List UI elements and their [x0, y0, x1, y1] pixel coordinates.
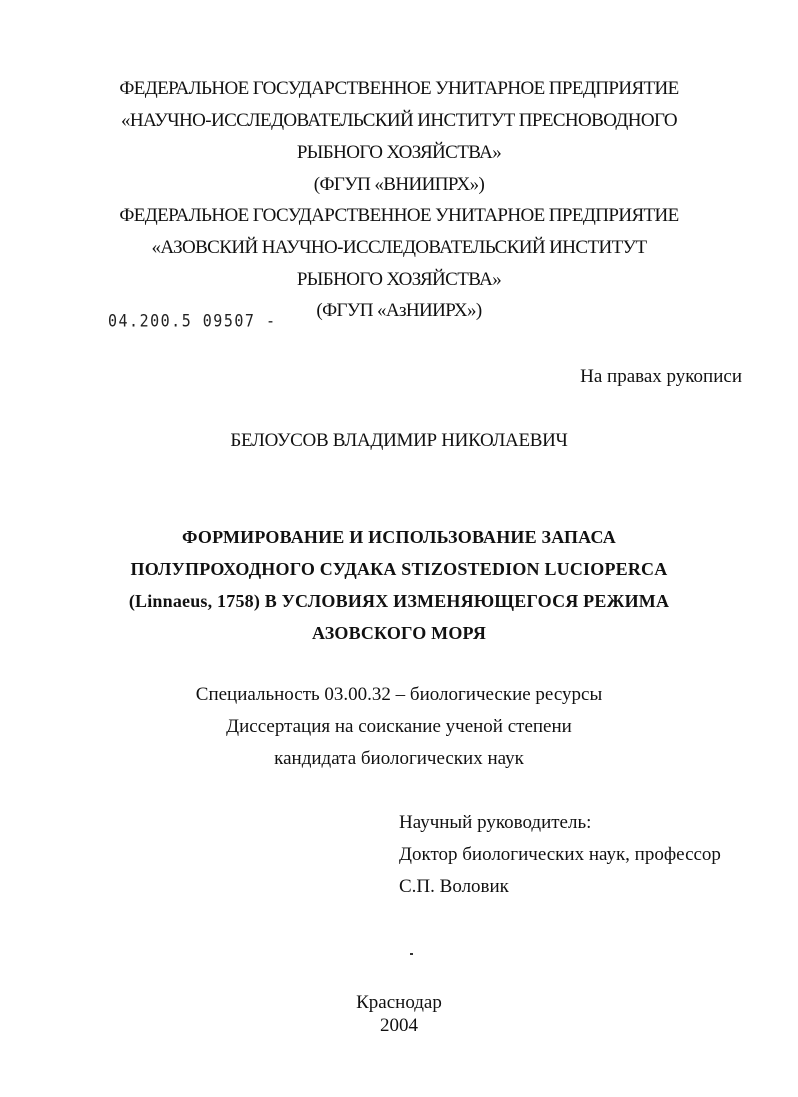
title-line4: АЗОВСКОГО МОРЯ	[311, 623, 487, 643]
org1-abbr: (ФГУП «ВНИИПРХ»)	[313, 174, 485, 195]
org1-line2: «НАУЧНО-ИССЛЕДОВАТЕЛЬСКИЙ ИНСТИТУТ ПРЕСНОВОДНОГО	[120, 110, 678, 131]
stray-mark	[410, 953, 413, 955]
specialty-line: Специальность 03.00.32 – биологические ресурсы	[195, 684, 603, 705]
supervisor-name: С.П. Воловик	[399, 876, 509, 897]
library-stamp-number: 04.200.5 09507 -	[108, 310, 277, 331]
supervisor-label: Научный руководитель:	[399, 812, 592, 833]
author-name: БЕЛОУСОВ ВЛАДИМИР НИКОЛАЕВИЧ	[230, 430, 568, 451]
org1-line3: РЫБНОГО ХОЗЯЙСТВА»	[296, 142, 502, 163]
org2-line1: ФЕДЕРАЛЬНОЕ ГОСУДАРСТВЕННОЕ УНИТАРНОЕ ПРЕДПРИЯТИЕ	[119, 205, 679, 226]
title-line2: ПОЛУПРОХОДНОГО СУДАКА STIZOSTEDION LUCIOPERCA	[130, 559, 668, 579]
supervisor-degree: Доктор биологических наук, профессор	[399, 844, 721, 865]
org2-line2: «АЗОВСКИЙ НАУЧНО-ИССЛЕДОВАТЕЛЬСКИЙ ИНСТИТУТ	[151, 237, 647, 258]
dissertation-line: Диссертация на соискание ученой степени	[226, 716, 572, 737]
org1-line1: ФЕДЕРАЛЬНОЕ ГОСУДАРСТВЕННОЕ УНИТАРНОЕ ПРЕДПРИЯТИЕ	[119, 78, 679, 99]
year: 2004	[380, 1015, 418, 1036]
org2-abbr: (ФГУП «АзНИИРХ»)	[316, 300, 482, 321]
manuscript-note: На правах рукописи	[580, 366, 742, 387]
city: Краснодар	[356, 992, 442, 1013]
org2-line3: РЫБНОГО ХОЗЯЙСТВА»	[296, 269, 502, 290]
title-line3: (Linnaeus, 1758) В УСЛОВИЯХ ИЗМЕНЯЮЩЕГОСЯ РЕЖИМА	[128, 591, 670, 611]
title-line1: ФОРМИРОВАНИЕ И ИСПОЛЬЗОВАНИЕ ЗАПАСА	[182, 527, 616, 547]
degree-line: кандидата биологических наук	[274, 748, 524, 769]
